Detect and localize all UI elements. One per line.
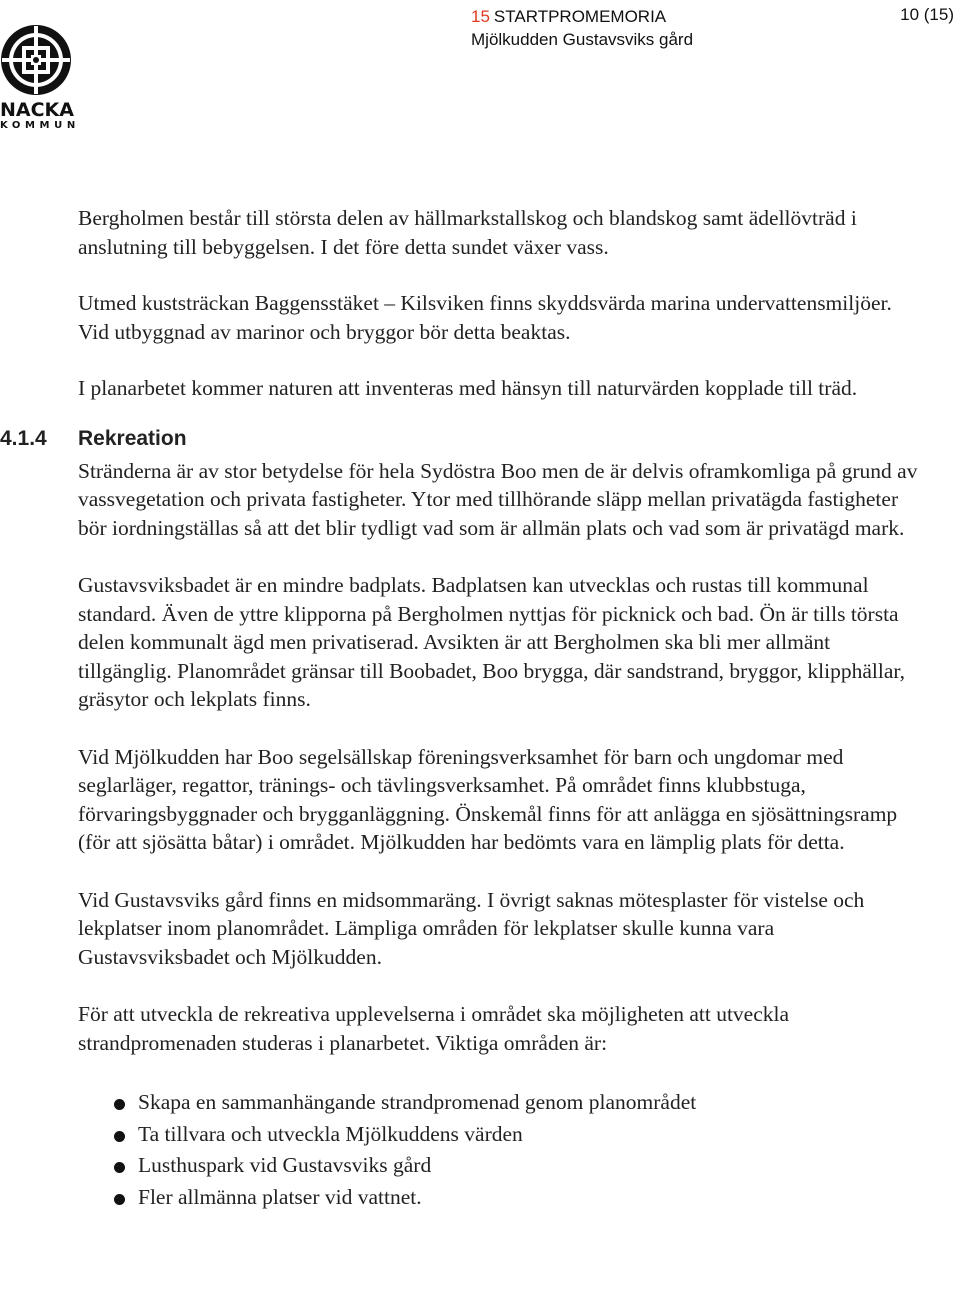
page-number: 10 (15)	[900, 5, 954, 24]
list-item	[78, 1119, 918, 1151]
paragraph: Vid Gustavsviks gård finns en midsommaräng. I övrigt saknas mötesplaster för vistelse och lekplatser inom planområdet. Lämpliga områden för lekplatser skulle kunna vara Gustavsviksbadet och Mjölkudden.	[78, 887, 865, 969]
paragraph: I planarbetet kommer naturen att inventeras med hänsyn till naturvärden kopplade till träd.	[78, 376, 858, 400]
list-item	[78, 1150, 918, 1182]
paragraph: Vid Mjölkudden har Boo segelsällskap föreningsverksamhet för barn och ungdomar med seglarläger, regattor, tränings- och tävlingsverksamhet. På området finns klubbstuga, förvaringsbyggnader och brygganläggning. Önskemål finns för att anlägga en sjösättningsramp (för att sjösätta båtar) i området. Mjölkudden har bedömts vara en lämplig plats för detta.	[78, 744, 898, 854]
list-item-text: Skapa en sammanhängande strandpromenad genom planområdet	[138, 1090, 697, 1114]
doc-title: STARTPROMEMORIA	[493, 7, 667, 26]
section-title: Rekreation	[78, 426, 187, 450]
bullet-icon	[114, 1162, 125, 1173]
doc-number: 15	[471, 7, 490, 26]
paragraph: Stränderna är av stor betydelse för hela Sydöstra Boo men de är delvis oframkomliga på grund av vassvegetation och privata fastigheter. Ytor med tillhörande släpp mellan privatägda fastigheter bör iordningställas så att det blir tydligt vad som är allmän plats och vad som är privatägd mark.	[78, 458, 918, 540]
list-item-text: Ta tillvara och utveckla Mjölkuddens värden	[138, 1121, 523, 1146]
bullet-icon	[114, 1194, 125, 1205]
list-item-text: Lusthuspark vid Gustavsviks gård	[138, 1153, 432, 1177]
nacka-logo	[0, 24, 80, 132]
logo-name: NACKA	[0, 99, 74, 121]
bullet-icon	[114, 1131, 125, 1142]
list-item-text: Fler allmänna platser vid vattnet.	[138, 1184, 422, 1209]
page-content	[0, 204, 918, 1213]
logo-sub: KOMMUN	[0, 120, 80, 131]
list-item	[78, 1182, 918, 1214]
list-item	[78, 1087, 918, 1119]
doc-subtitle: Mjölkudden Gustavsviks gård	[471, 30, 694, 49]
section-number: 4.1.4	[0, 426, 47, 450]
bullet-list	[78, 1087, 918, 1213]
section-heading	[0, 425, 918, 453]
paragraph: Gustavsviksbadet är en mindre badplats. Badplatsen kan utvecklas och rustas till kommunal standard. Även de yttre klipporna på Bergholmen nyttjas för picknick och bad. Ön är tills törsta delen kommunalt ägd men privatiserad. Avsikten är att Bergholmen ska bli mer allmänt tillgänglig. Planområdet gränsar till Boobadet, Boo brygga, där sandstrand, bryggor, klipphällar, gräsytor och lekplats finns.	[78, 573, 906, 711]
nacka-emblem-icon	[0, 24, 72, 96]
paragraph: Utmed kuststräckan Baggensstäket – Kilsviken finns skyddsvärda marina undervattensmiljöer. Vid utbyggnad av marinor och bryggor bör detta beaktas.	[78, 291, 892, 344]
paragraph: För att utveckla de rekreativa upplevelserna i området ska möjligheten att utveckla strandpromenaden studeras i planarbetet. Viktiga områden är:	[78, 1002, 790, 1055]
paragraph: Bergholmen består till största delen av hällmarkstallskog och blandskog samt ädellövträd i anslutning till bebyggelsen. I det före detta sundet växer vass.	[78, 206, 857, 259]
document-header	[471, 5, 693, 51]
bullet-icon	[114, 1099, 125, 1110]
